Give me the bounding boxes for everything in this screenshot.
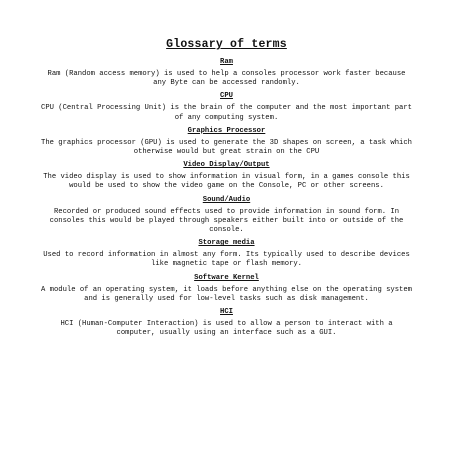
entry-heading: Ram [220, 58, 233, 66]
glossary-entry-software-kernel [40, 274, 413, 304]
entry-definition: A module of an operating system, it loads before anything else on the operating system and is generally used for low-level tasks such as disk management. [41, 285, 412, 303]
glossary-entry-cpu [40, 92, 413, 122]
entry-heading: Video Display/Output [183, 161, 270, 170]
page-title: Glossary of terms [166, 38, 287, 51]
entry-heading: CPU [220, 92, 233, 101]
entry-heading: HCI [220, 308, 233, 317]
entry-heading: Storage media [198, 239, 255, 248]
entry-heading: Sound/Audio [202, 195, 251, 204]
entry-heading: Software Kernel [194, 273, 259, 282]
entry-definition: CPU (Central Processing Unit) is the brain of the computer and the most important part of any computing system. [41, 104, 412, 122]
entry-definition: Used to record information in almost any form. Its typically used to describe devices like magnetic tape or flash memory. [43, 251, 410, 269]
glossary-entry-video-display [40, 161, 413, 191]
entry-definition: The graphics processor (GPU) is used to generate the 3D shapes on screen, a task which otherwise would but great strain on the CPU [41, 138, 412, 157]
glossary-entry-graphics-processor [40, 127, 413, 157]
entry-definition: Ram (Random access memory) is used to help a consoles processor work faster because any Byte can be accessed randomly. [47, 70, 406, 88]
entry-definition: Recorded or produced sound effects used to provide information in sound form. In consoles this would be played through speakers either built into or outside of the console. [49, 207, 404, 235]
glossary-entry-storage-media [40, 239, 413, 269]
glossary-entry-ram [40, 58, 413, 88]
glossary-entry-sound-audio [40, 196, 413, 236]
entry-definition: The video display is used to show information in visual form, in a games console this would be used to show the video game on the Console, PC or other screens. [43, 173, 410, 191]
entry-definition: HCI (Human-Computer Interaction) is used to allow a person to interact with a computer, usually using an interface such as a GUI. [60, 320, 393, 338]
glossary-entry-hci [40, 308, 413, 338]
entry-heading: Graphics Processor [187, 126, 266, 135]
